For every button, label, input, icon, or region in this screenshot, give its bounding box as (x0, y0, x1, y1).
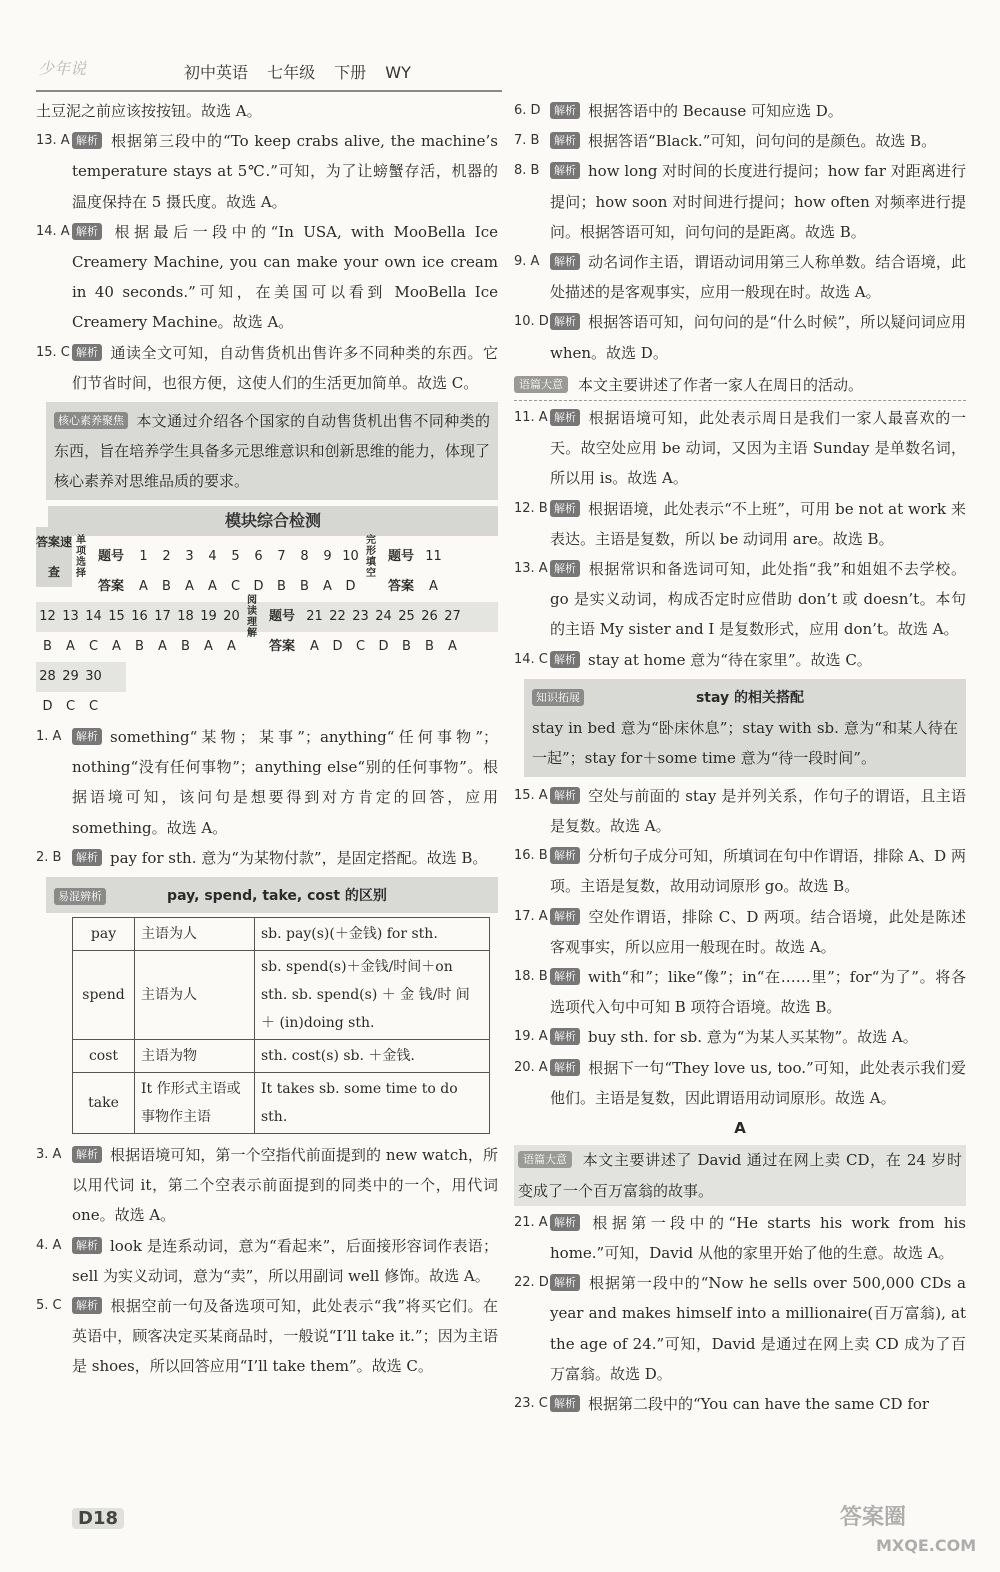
table-cell: It 作形式主语或事物作主语 (135, 1073, 255, 1134)
answer-item (514, 96, 966, 126)
answer-number: 20. A (514, 1059, 548, 1075)
grid-header: 答案 (268, 639, 295, 655)
grid-cell: 26 (421, 609, 438, 625)
grid-cell: 17 (154, 609, 171, 625)
answer-number: 13. A (514, 561, 548, 577)
summary-tag: 语篇大意 (518, 1151, 572, 1168)
table-row (73, 951, 490, 1040)
grid-cell: D (253, 579, 264, 595)
answer-text: something“某物；某事”；anything“任何事物”；nothing“没有任何事物”；anything else“别的任何事物”。根据语境可知，该问句是想要得到对方肯定的回答，应用 something。故选 A。 (72, 728, 498, 837)
section-title: 模块综合检测 (48, 506, 498, 536)
answer-item (514, 247, 966, 307)
header-rule (36, 90, 502, 92)
answer-text: 根据第二段中的“You can have the same CD for (588, 1394, 930, 1413)
table-cell: pay (73, 918, 135, 951)
analysis-tag: 解析 (550, 102, 580, 119)
grid-cell: A (448, 639, 457, 655)
grid-cell: A (158, 639, 167, 655)
answer-number: 7. B (514, 133, 540, 149)
answer-item (36, 1291, 498, 1382)
grid-cell: A (139, 579, 148, 595)
grid-cell: 5 (231, 549, 240, 565)
note-tag: 核心素养聚焦 (54, 412, 128, 429)
analysis-tag: 解析 (550, 1028, 580, 1045)
grid-cell: 19 (200, 609, 217, 625)
analysis-tag: 解析 (72, 223, 102, 240)
answer-text: 根据最后一段中的“In USA, with MooBella Ice Creamery Machine, you can make your own ice cream in 40 seconds.”可知，在美国可以看到 MooBella Ice Creamery Machine。故选 A。 (72, 222, 498, 332)
answer-number: 3. A (36, 1147, 62, 1163)
grid-cell: C (65, 699, 76, 715)
grid-cell: 30 (85, 669, 102, 685)
answer-number: 11. A (514, 410, 548, 426)
analysis-tag: 解析 (72, 344, 102, 361)
answer-item (514, 645, 966, 675)
grid-cell: C (355, 639, 366, 655)
answer-number: 14. C (514, 651, 548, 667)
grid-cell: A (323, 579, 332, 595)
grid-cell: B (162, 579, 171, 595)
answer-number: 18. B (514, 969, 548, 985)
grid-cell: B (300, 579, 309, 595)
answer-text: 根据答语可知，问句问的是“什么时候”，所以疑问词应用 when。故选 D。 (550, 313, 966, 362)
brand-logo: 少年说 (38, 59, 87, 78)
analysis-tag: 解析 (550, 313, 580, 330)
analysis-tag: 解析 (550, 787, 580, 804)
box-title: stay 的相关搭配 (695, 689, 805, 706)
note-tag: 知识拓展 (532, 689, 584, 706)
grid-label: 答案速查 (36, 527, 72, 587)
grid-part-label: 阅读理解 (247, 595, 257, 640)
grid-cell: 4 (208, 549, 217, 565)
answer-item (514, 126, 966, 156)
note-text: stay in bed 意为“卧床休息”；stay with sb. 意为“和某人待在一起”；stay for＋some time 意为“待一段时间”。 (532, 718, 958, 767)
grid-cell: 18 (177, 609, 194, 625)
answer-item (514, 1053, 966, 1113)
analysis-tag: 解析 (550, 968, 580, 985)
grid-cell: 7 (277, 549, 286, 565)
answer-item (514, 554, 966, 645)
confusable-box (46, 877, 498, 913)
answer-text: 根据常识和备选词可知，此处指“我”和姐姐不去学校。go 是实义动词，构成否定时应借助 don’t 或 doesn’t。本句的主语 My sister and I 是复数形式，应用 don’t。故选 A。 (550, 560, 966, 639)
grid-cell: 14 (85, 609, 102, 625)
answer-number: 15. C (36, 344, 70, 360)
analysis-tag: 解析 (550, 253, 580, 270)
note-tag: 易混辨析 (54, 888, 106, 905)
grid-cell: A (208, 579, 217, 595)
answer-text: how long 对时间的长度进行提问；how far 对距离进行提问；how soon 对时间进行提问；how often 对频率进行提问。根据答语可知，问句问的是距离。故选 B。 (550, 162, 966, 241)
grid-cell: 24 (375, 609, 392, 625)
grid-cell: B (425, 639, 434, 655)
answer-text: 根据语境可知，第一个空指代前面提到的 new watch，所以用代词 it，第二个空表示前面提到的同类中的一个，用代词 one。故选 A。 (72, 1146, 498, 1225)
analysis-tag: 解析 (550, 1059, 580, 1076)
answer-number: 17. A (514, 908, 548, 924)
grid-cell: 15 (108, 609, 125, 625)
answer-text: 根据下一句“They love us, too.”可知，此处表示我们爱他们。主语是复数，因此谓语用动词原形。故选 A。 (550, 1058, 966, 1107)
answer-item (514, 1389, 966, 1419)
answer-item (36, 843, 498, 873)
analysis-tag: 解析 (72, 849, 102, 866)
grid-cell: 11 (425, 549, 442, 565)
table-cell: 主语为人 (135, 918, 255, 951)
analysis-tag: 解析 (550, 651, 580, 668)
analysis-tag: 解析 (550, 132, 580, 149)
answer-number: 9. A (514, 254, 540, 270)
answer-text: 根据第一段中的“Now he sells over 500,000 CDs a year and makes himself into a millionaire(百万富翁), at the age of 24.”可知，David 是通过在网上卖 CD 成为了百万富翁。故选 D。 (550, 1274, 966, 1383)
grid-cell: 12 (39, 609, 56, 625)
literacy-note-box (46, 402, 498, 500)
analysis-tag: 解析 (72, 1237, 102, 1254)
answer-item (514, 902, 966, 962)
grid-cell: 23 (352, 609, 369, 625)
analysis-tag: 解析 (550, 1395, 580, 1412)
grid-cell: A (204, 639, 213, 655)
table-row (73, 918, 490, 951)
answer-number: 15. A (514, 787, 548, 803)
table-cell: 主语为物 (135, 1040, 255, 1073)
grid-cell: A (66, 639, 75, 655)
answer-text: buy sth. for sb. 意为“为某人买某物”。故选 A。 (588, 1028, 918, 1047)
grid-cell: A (227, 639, 236, 655)
answer-item (36, 217, 498, 338)
analysis-tag: 解析 (72, 1297, 102, 1314)
grid-cell: C (230, 579, 241, 595)
grid-cell: 6 (254, 549, 263, 565)
grid-part-label: 完形填空 (366, 535, 376, 580)
grid-cell: 2 (162, 549, 171, 565)
answer-text: 根据语境，此处表示“不上班”，可用 be not at work 来表达。主语是复数，所以 be 动词用 are。故选 B。 (550, 499, 966, 548)
page-header (0, 0, 1000, 100)
answer-text: 根据语境可知，此处表示周日是我们一家人最喜欢的一天。故空处应用 be 动词，又因为主语 Sunday 是单数名词，所以用 is。故选 A。 (550, 409, 966, 488)
grid-cell: 3 (185, 549, 194, 565)
analysis-tag: 解析 (550, 847, 580, 864)
extension-box (524, 679, 966, 777)
left-column (36, 96, 498, 1382)
passage-summary (514, 370, 966, 401)
answer-number: 5. C (36, 1298, 62, 1314)
grid-header: 题号 (387, 549, 414, 565)
answer-number: 6. D (514, 103, 541, 118)
note-text: 本文通过介绍各个国家的自动售货机出售不同种类的东西，旨在培养学生具备多元思维意识和创新思维的能力，体现了核心素养对思维品质的要求。 (54, 412, 490, 491)
analysis-tag: 解析 (550, 1274, 580, 1291)
paragraph: 土豆泥之前应该按按钮。故选 A。 (36, 102, 262, 120)
table-cell: take (73, 1073, 135, 1134)
answer-item (36, 126, 498, 217)
answer-item (514, 781, 966, 841)
answer-text: pay for sth. 意为“为某物付款”，是固定搭配。故选 B。 (110, 848, 488, 867)
grid-cell: 22 (329, 609, 346, 625)
comparison-table (72, 917, 490, 1134)
grid-cell: 25 (398, 609, 415, 625)
grid-cell: 29 (62, 669, 79, 685)
analysis-tag: 解析 (72, 1146, 102, 1163)
analysis-tag: 解析 (550, 560, 580, 577)
answer-number: 23. C (514, 1395, 548, 1411)
grid-cell: 28 (39, 669, 56, 685)
answer-item (514, 841, 966, 901)
table-row (73, 1073, 490, 1134)
analysis-tag: 解析 (72, 728, 102, 745)
answer-number: 22. D (514, 1275, 549, 1291)
grid-cell: 8 (300, 549, 309, 565)
analysis-tag: 解析 (550, 1214, 580, 1231)
answer-number: 10. D (514, 314, 549, 330)
box-title: pay, spend, take, cost 的区别 (167, 888, 387, 905)
answer-text: look 是连系动词，意为“看起来”，后面接形容词作表语；sell 为实义动词，意为“卖”，所以用副词 well 修饰。故选 A。 (72, 1236, 498, 1285)
answer-number: 14. A (36, 223, 70, 239)
grid-cell: D (345, 579, 356, 595)
analysis-tag: 解析 (72, 132, 102, 149)
answer-item (514, 962, 966, 1022)
table-cell: sb. pay(s)(＋金钱) for sth. (255, 918, 490, 951)
answer-item (514, 403, 966, 494)
grid-cell: B (43, 639, 52, 655)
grid-part-label: 单项选择 (76, 535, 86, 580)
grid-cell: 9 (323, 549, 332, 565)
grid-cell: 21 (306, 609, 323, 625)
passage-heading: A (734, 1119, 746, 1138)
answer-text: 根据空前一句及备选项可知，此处表示“我”将买它们。在英语中，顾客决定买某商品时，一般说“I’ll take it.”；因为主语是 shoes，所以回答应用“I’ll take them”。故选 C。 (72, 1297, 498, 1376)
analysis-tag: 解析 (550, 409, 580, 426)
table-cell: 主语为人 (135, 951, 255, 1040)
answer-item (514, 1022, 966, 1052)
page-number: D18 (72, 1508, 124, 1529)
answer-text: stay at home 意为“待在家里”。故选 C。 (588, 650, 872, 669)
table-cell: sb. spend(s)＋金钱/时间＋on sth. sb. spend(s) ＋ 金 钱/时 间 ＋ (in)doing sth. (255, 951, 490, 1040)
answer-text: 空处作谓语，排除 C、D 两项。结合语境，此处是陈述客观事实，所以应用一般现在时。故选 A。 (550, 907, 966, 956)
analysis-tag: 解析 (550, 162, 580, 179)
grid-cell: 1 (139, 549, 148, 565)
grid-cell: B (135, 639, 144, 655)
table-cell: cost (73, 1040, 135, 1073)
grid-cell: C (88, 699, 99, 715)
summary-tag: 语篇大意 (514, 376, 568, 393)
grid-cell: B (402, 639, 411, 655)
grid-cell: 16 (131, 609, 148, 625)
answer-item (514, 156, 966, 247)
answer-text: 空处与前面的 stay 是并列关系，作句子的谓语，且主语是复数。故选 A。 (550, 786, 966, 836)
summary-text: 本文主要讲述了作者一家人在周日的活动。 (578, 375, 864, 394)
right-column (514, 96, 966, 1419)
answer-item (514, 1268, 966, 1389)
grid-cell: 27 (444, 609, 461, 625)
book-breadcrumb: 初中英语 七年级 下册 WY (184, 63, 411, 82)
analysis-tag: 解析 (550, 908, 580, 925)
grid-cell: D (42, 699, 53, 715)
answer-number: 19. A (514, 1029, 548, 1045)
answer-item (36, 722, 498, 843)
grid-cell: 20 (223, 609, 240, 625)
answer-text: 根据答语中的 Because 可知应选 D。 (588, 102, 843, 120)
watermark-logo: 答案圈 (840, 1505, 907, 1530)
answer-item (514, 1208, 966, 1268)
grid-cell: A (112, 639, 121, 655)
grid-cell: D (378, 639, 389, 655)
watermark-url: MXQE.COM (876, 1536, 977, 1555)
grid-cell: 10 (342, 549, 359, 565)
answer-item (514, 494, 966, 554)
answer-number: 13. A (36, 133, 70, 149)
answer-number: 8. B (514, 163, 540, 179)
table-cell: It takes sb. some time to do sth. (255, 1073, 490, 1134)
grid-cell: B (277, 579, 286, 595)
answer-text: 动名词作主语，谓语动词用第三人称单数。结合语境，此处描述的是客观事实，应用一般现在时。故选 A。 (550, 253, 966, 302)
answer-number: 2. B (36, 849, 62, 865)
answer-text: 根据第三段中的“To keep crabs alive, the machine’s temperature stays at 5℃.”可知，为了让螃蟹存活，机器的温度保持在 5 摄氏度。故选 A。 (72, 132, 498, 211)
answer-text: 分析句子成分可知，所填词在句中作谓语，排除 A、D 两项。主语是复数，故用动词原形 go。故选 B。 (550, 847, 966, 896)
grid-cell: A (185, 579, 194, 595)
grid-header: 答案 (97, 579, 124, 595)
analysis-tag: 解析 (550, 500, 580, 517)
answer-number: 16. B (514, 848, 548, 864)
grid-cell: D (332, 639, 343, 655)
answer-number: 12. B (514, 500, 548, 516)
answer-text: 根据答语“Black.”可知，问句问的是颜色。故选 B。 (588, 132, 937, 151)
table-cell: sth. cost(s) sb. ＋金钱. (255, 1040, 490, 1073)
answer-item (36, 1231, 498, 1291)
answer-text: 通读全文可知，自动售货机出售许多不同种类的东西。它们节省时间，也很方便，这使人们的生活更加简单。故选 C。 (72, 343, 498, 392)
answer-number: 4. A (36, 1237, 62, 1253)
grid-cell: A (310, 639, 319, 655)
grid-cell: 13 (62, 609, 79, 625)
grid-header: 答案 (387, 579, 414, 595)
grid-header: 题号 (97, 549, 124, 565)
table-cell: spend (73, 951, 135, 1040)
grid-cell: A (429, 579, 438, 595)
answer-grid (36, 535, 498, 722)
answer-item (36, 1140, 498, 1231)
answer-number: 1. A (36, 729, 62, 745)
summary-text: 本文主要讲述了 David 通过在网上卖 CD，在 24 岁时变成了一个百万富翁的故事。 (518, 1151, 962, 1200)
answer-text: 根据第一段中的“He starts his work from his home.”可知，David 从他的家里开始了他的生意。故选 A。 (550, 1213, 966, 1262)
answer-text: with“和”；like“像”；in“在……里”；for“为了”。将各选项代入句中可知 B 项符合语境。故选 B。 (550, 968, 966, 1017)
answer-item (514, 307, 966, 367)
answer-number: 21. A (514, 1214, 548, 1230)
table-row (73, 1040, 490, 1073)
grid-cell: B (181, 639, 190, 655)
grid-cell: C (88, 639, 99, 655)
answer-item (36, 338, 498, 398)
passage-summary (514, 1145, 966, 1205)
grid-header: 题号 (268, 609, 295, 625)
